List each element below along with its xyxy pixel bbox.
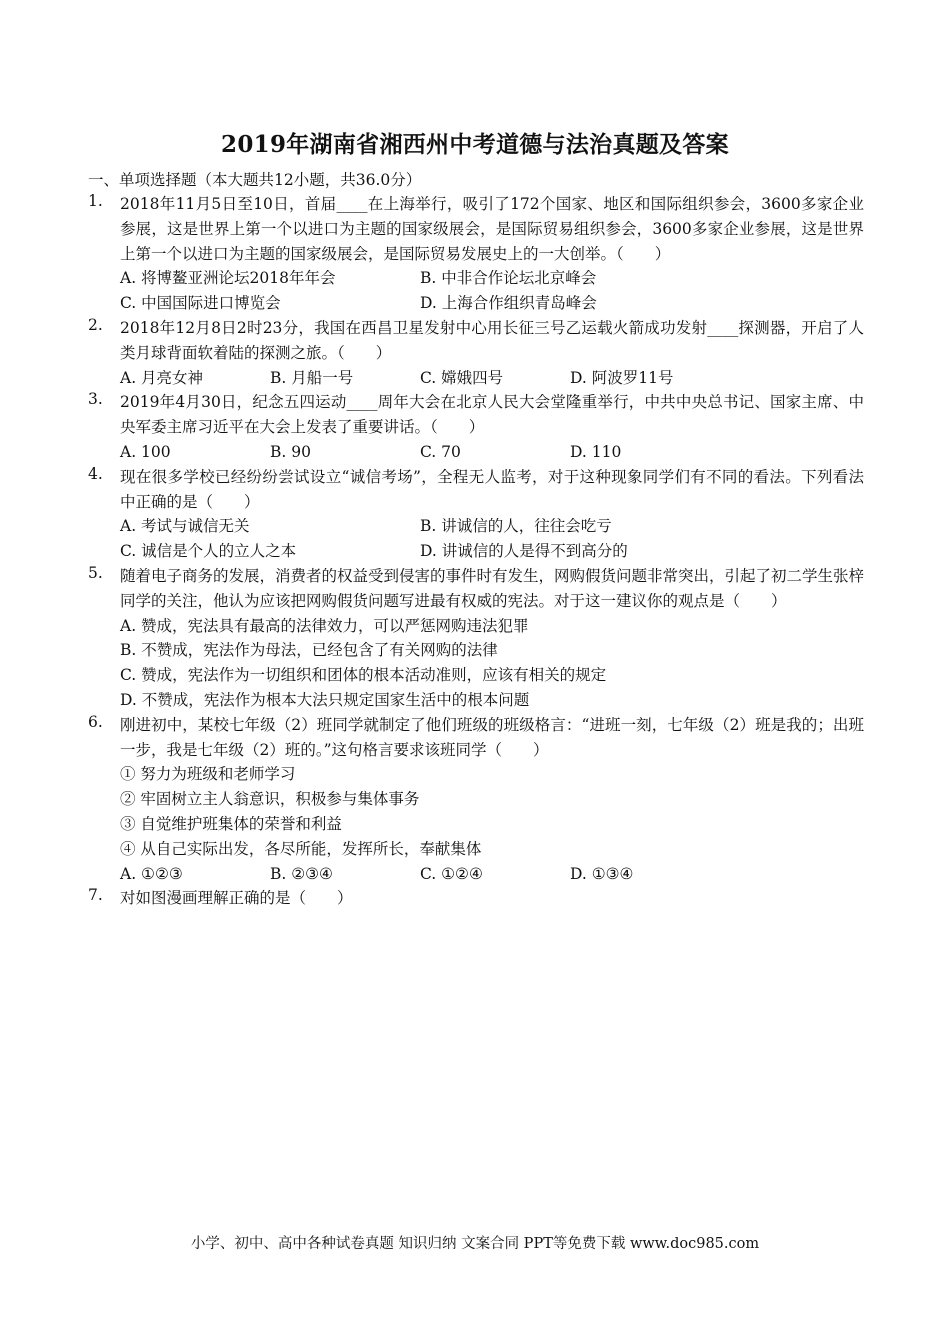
question-1 [88,192,864,316]
statement-item: ① 努力为班级和老师学习 [120,765,296,784]
option-d: D. 讲诚信的人是得不到高分的 [420,542,628,561]
statement-item: ② 牢固树立主人翁意识，积极参与集体事务 [120,790,420,809]
option-d: D. 阿波罗11号 [570,368,674,387]
answer-options [120,514,864,564]
option-b: B. 不赞成，宪法作为母法，已经包含了有关网购的法律 [120,641,498,660]
option-a: A. 赞成，宪法具有最高的法律效力，可以严惩网购违法犯罪 [120,616,529,635]
question-text: 对如图漫画理解正确的是（ ） [120,889,353,908]
option-b: B. 月船一号 [270,368,354,387]
question-text: 随着电子商务的发展，消费者的权益受到侵害的事件时有发生，网购假货问题非常突出，引起了初二学生张梓同学的关注，他认为应该把网购假货问题写进最有权威的宪法。对于这一建议你的观点是（ ） [120,566,865,610]
question-2 [88,316,864,390]
option-d: D. 不赞成，宪法作为根本大法只规定国家生活中的根本问题 [120,690,530,709]
option-d: D. ①③④ [570,864,634,883]
question-number: 3. [88,390,103,409]
question-4 [88,465,864,564]
question-list [88,192,864,911]
footer-text: 小学、初中、高中各种试卷真题 知识归纳 文案合同 PPT等免费下载 www.doc985.com [190,1236,760,1252]
option-a: A. 月亮女神 [120,368,204,387]
question-5 [88,564,864,713]
option-c: C. ①②④ [420,864,483,883]
question-text: 2018年12月8日2时23分，我国在西昌卫星发射中心用长征三号乙运载火箭成功发射____探测器，开启了人类月球背面软着陆的探测之旅。（ ） [120,318,864,362]
question-6 [88,713,864,887]
statement-item: ③ 自觉维护班集体的荣誉和利益 [120,814,342,833]
question-number: 2. [88,315,103,334]
option-a: A. 100 [120,442,171,461]
option-c: C. 中国国际进口博览会 [120,294,281,313]
question-number: 5. [88,563,103,582]
question-text: 2018年11月5日至10日，首届____在上海举行，吸引了172个国家、地区和国际组织参会，3600多家企业参展，这是世界上第一个以进口为主题的国家级展会，是国际贸易组织参会，3600多家企业参展，这是世界上第一个以进口为主题的国家级展会，是国际贸易发展史上的一大创举。（ ） [120,195,864,263]
option-a: A. 考试与诚信无关 [120,517,250,536]
option-c: C. 诚信是个人的立人之本 [120,542,297,561]
answer-options [120,440,864,465]
option-c: C. 赞成，宪法作为一切组织和团体的根本活动准则，应该有相关的规定 [120,666,607,685]
page-title: 2019年湖南省湘西州中考道德与法治真题及答案 [221,131,729,158]
option-b: B. 中非合作论坛北京峰会 [420,269,597,288]
option-a: A. 将博鳌亚洲论坛2018年年会 [120,269,336,288]
question-3 [88,390,864,464]
answer-options [120,266,864,316]
statement-list [120,762,864,861]
option-b: B. ②③④ [270,864,333,883]
answer-options [120,614,864,713]
section-heading: 一、单项选择题（本大题共12小题，共36.0分） [88,171,422,189]
question-number: 4. [88,464,103,483]
answer-options [120,366,864,391]
option-d: D. 上海合作组织青岛峰会 [420,294,597,313]
option-c: C. 70 [420,442,461,461]
option-c: C. 嫦娥四号 [420,368,504,387]
statement-item: ④ 从自己实际出发，各尽所能，发挥所长，奉献集体 [120,839,482,858]
question-7 [88,886,864,911]
question-number: 1. [88,192,103,210]
option-a: A. ①②③ [120,864,183,883]
question-number: 7. [88,886,103,905]
option-b: B. 讲诚信的人，往往会吃亏 [420,517,612,536]
question-text: 现在很多学校已经纷纷尝试设立“诚信考场”，全程无人监考，对于这种现象同学们有不同的看法。下列看法中正确的是（ ） [120,467,864,511]
question-text: 2019年4月30日，纪念五四运动____周年大会在北京人民大会堂隆重举行，中共中央总书记、国家主席、中央军委主席习近平在大会上发表了重要讲话。（ ） [120,393,864,437]
option-b: B. 90 [270,442,311,461]
question-text: 刚进初中，某校七年级（2）班同学就制定了他们班级的班级格言：“进班一刻，七年级（2）班是我的；出班一步，我是七年级（2）班的。”这句格言要求该班同学（ ） [120,715,864,759]
answer-options [120,862,864,887]
option-d: D. 110 [570,442,622,461]
question-number: 6. [88,712,103,731]
